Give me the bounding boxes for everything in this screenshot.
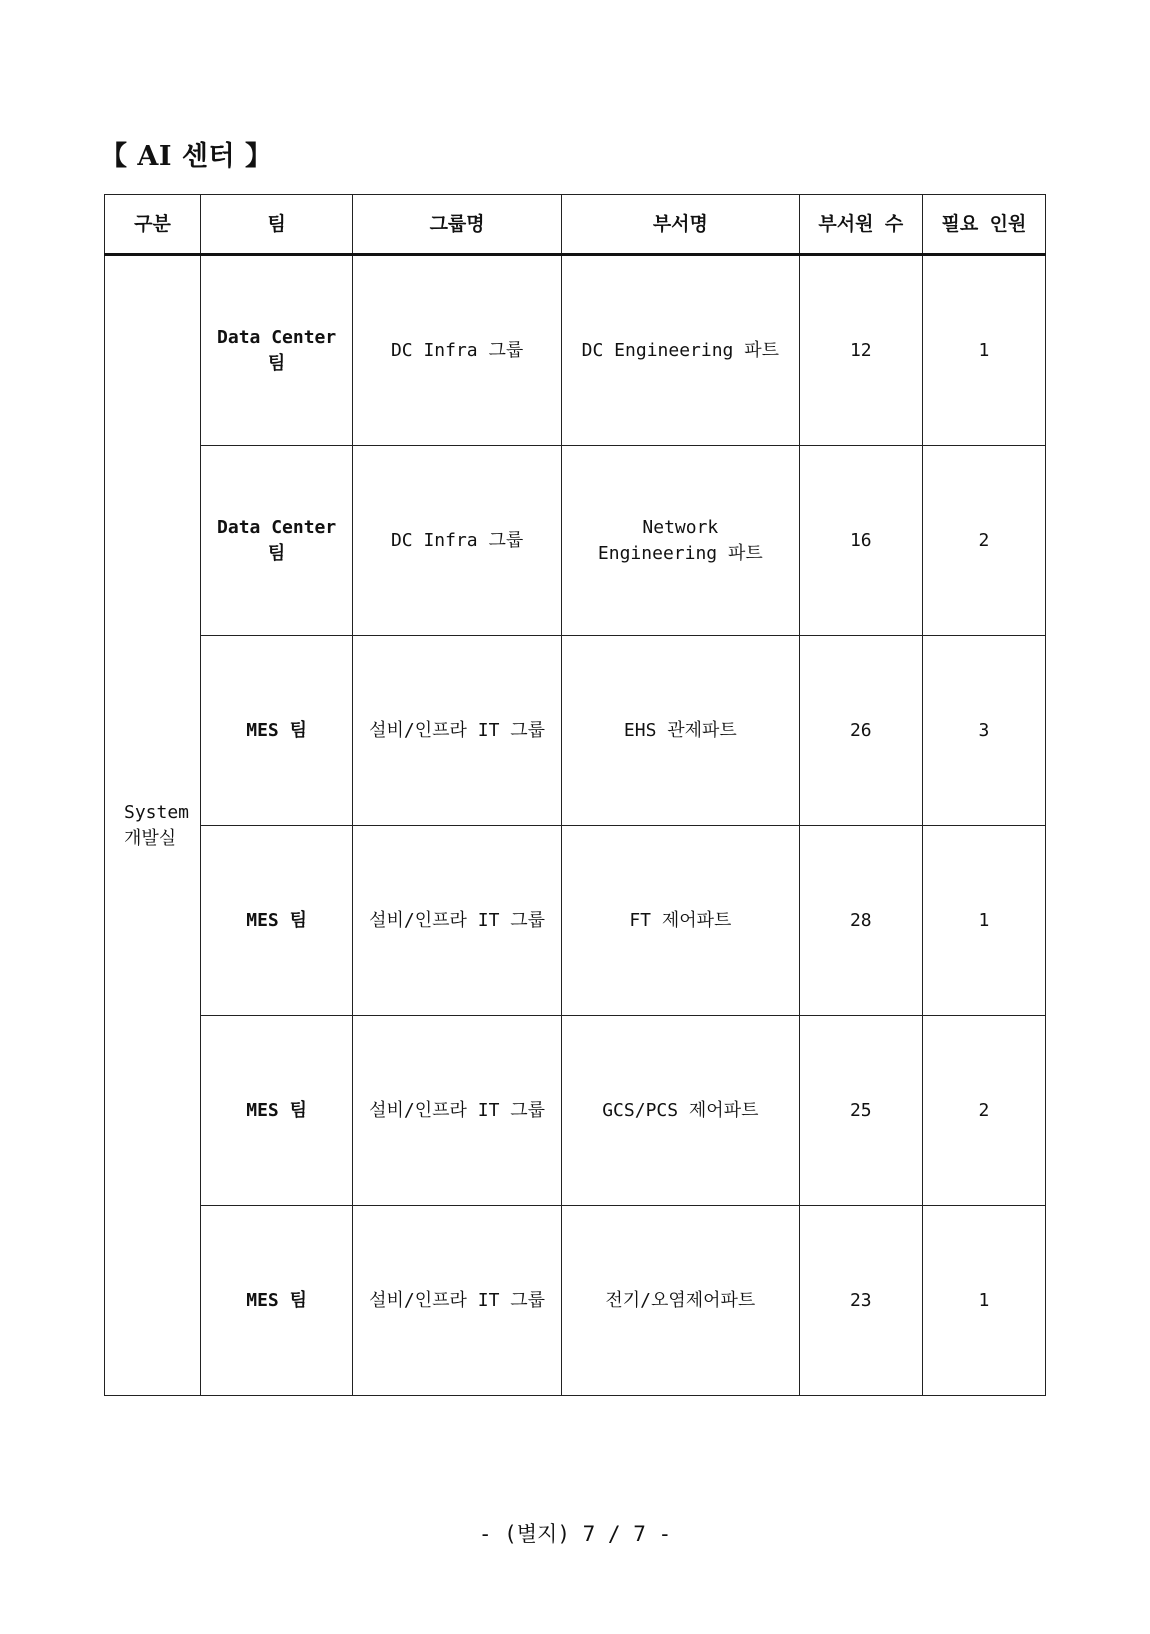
staffing-table: [104, 194, 1046, 1396]
team-cell: MES 팀: [200, 1206, 352, 1396]
table-row: [105, 446, 1046, 636]
header-member-count: 부서원 수: [799, 195, 922, 255]
header-team: 팀: [200, 195, 352, 255]
member-count-cell: 16: [799, 446, 922, 636]
table-row: [105, 826, 1046, 1016]
table-row: [105, 636, 1046, 826]
division-line-2: 개발실: [124, 827, 177, 849]
required-cell: 3: [922, 636, 1045, 826]
team-cell: MES 팀: [200, 1016, 352, 1206]
department-line-1: FT 제어파트: [629, 909, 732, 931]
table-row: [105, 1206, 1046, 1396]
required-cell: 1: [922, 255, 1045, 446]
member-count-cell: 12: [799, 255, 922, 446]
division-cell: [105, 255, 201, 1396]
required-cell: 1: [922, 826, 1045, 1016]
group-cell: 설비/인프라 IT 그룹: [353, 636, 562, 826]
team-cell: Data Center 팀: [200, 255, 352, 446]
department-cell: [561, 446, 799, 636]
team-cell: Data Center 팀: [200, 446, 352, 636]
member-count-cell: 26: [799, 636, 922, 826]
department-cell: [561, 1206, 799, 1396]
required-cell: 2: [922, 1016, 1045, 1206]
division-line-1: System: [124, 801, 190, 823]
department-line-2: Engineering 파트: [597, 542, 763, 564]
team-cell: MES 팀: [200, 636, 352, 826]
department-line-1: GCS/PCS 제어파트: [602, 1099, 759, 1121]
group-cell: 설비/인프라 IT 그룹: [353, 1016, 562, 1206]
department-line-1: DC Engineering 파트: [581, 339, 780, 361]
member-count-cell: 28: [799, 826, 922, 1016]
department-line-1: 전기/오염제어파트: [605, 1289, 756, 1311]
section-title: 【 AI 센터 】: [100, 141, 273, 172]
department-cell: [561, 636, 799, 826]
header-required: 필요 인원: [922, 195, 1045, 255]
department-line-1: EHS 관제파트: [623, 719, 737, 741]
group-cell: 설비/인프라 IT 그룹: [353, 1206, 562, 1396]
team-cell: MES 팀: [200, 826, 352, 1016]
department-cell: [561, 255, 799, 446]
table-header-row: [105, 195, 1046, 255]
member-count-cell: 23: [799, 1206, 922, 1396]
required-cell: 1: [922, 1206, 1045, 1396]
group-cell: 설비/인프라 IT 그룹: [353, 826, 562, 1016]
page-footer: - (별지) 7 / 7 -: [478, 1522, 672, 1546]
department-cell: [561, 826, 799, 1016]
required-cell: 2: [922, 446, 1045, 636]
department-line-1: Network: [642, 516, 719, 538]
group-cell: DC Infra 그룹: [353, 446, 562, 636]
header-division: 구분: [105, 195, 201, 255]
header-department: 부서명: [561, 195, 799, 255]
member-count-cell: 25: [799, 1016, 922, 1206]
group-cell: DC Infra 그룹: [353, 255, 562, 446]
header-group: 그룹명: [353, 195, 562, 255]
table-row: [105, 1016, 1046, 1206]
department-cell: [561, 1016, 799, 1206]
table-row: [105, 255, 1046, 446]
